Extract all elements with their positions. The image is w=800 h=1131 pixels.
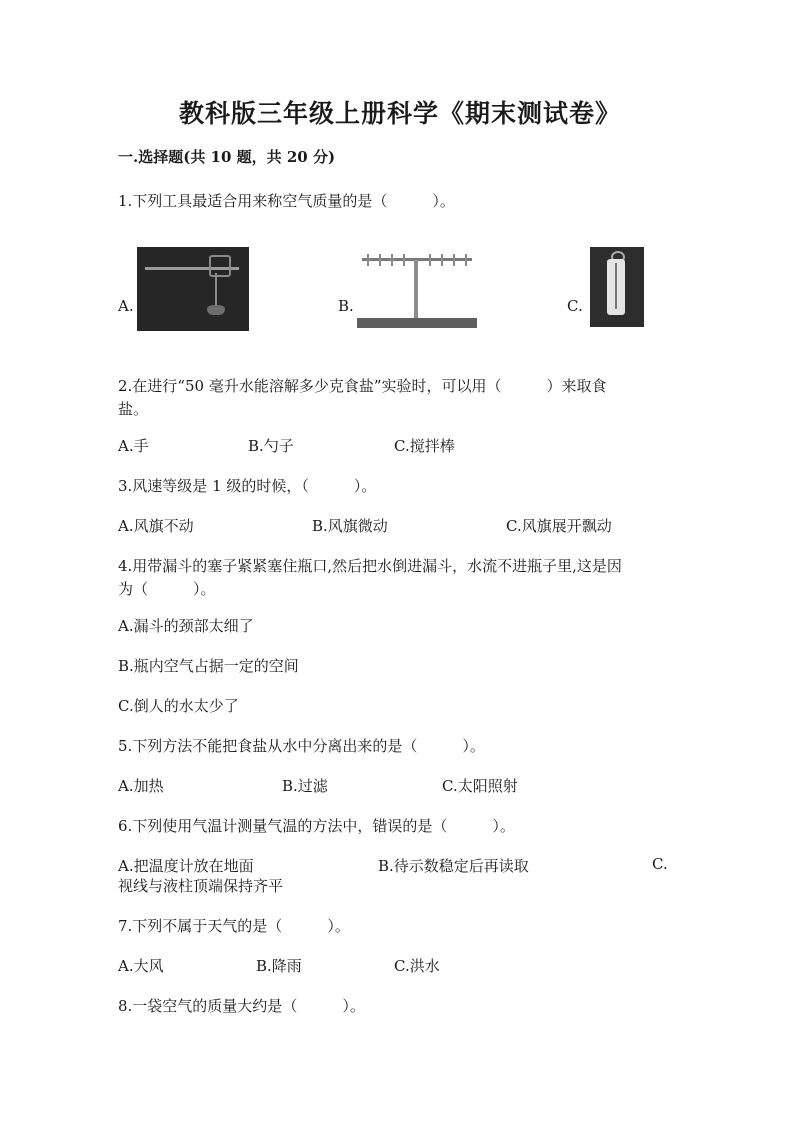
q7-option-b: B.降雨 [256,957,302,975]
question-7: 7.下列不属于天气的是（ ）。 [118,917,350,935]
spring-scale-image [590,247,644,327]
q6-option-c-text: 视线与液柱顶端保持齐平 [118,877,284,895]
q7-option-a: A.大风 [118,957,164,975]
page-title: 教科版三年级上册科学《期末测试卷》 [178,99,621,128]
question-6: 6.下列使用气温计测量气温的方法中，错误的是（ ）。 [118,817,515,835]
q4-option-a: A.漏斗的颈部太细了 [118,617,254,635]
lever-scale-image [137,247,249,331]
q2-option-a: A.手 [118,437,149,455]
q2-option-c: C.搅拌棒 [394,437,455,455]
q3-option-a: A.风旗不动 [118,517,194,535]
q4-option-b: B.瓶内空气占据一定的空间 [118,657,299,675]
q5-option-c: C.太阳照射 [442,777,518,795]
q2-option-b: B.勺子 [248,437,294,455]
question-4-line-1: 4.用带漏斗的塞子紧紧塞住瓶口,然后把水倒进漏斗，水流不进瓶子里,这是因 [118,557,622,575]
q1-option-a-label: A. [118,297,134,315]
q1-option-b-label: B. [338,297,354,315]
question-3: 3.风速等级是 1 级的时候，（ ）。 [118,477,377,495]
balance-scale-image [357,252,477,330]
question-2-line-1: 2.在进行“50 毫升水能溶解多少克食盐”实验时，可以用（ ）来取食 [118,377,607,395]
q7-option-c: C.洪水 [394,957,440,975]
q5-option-b: B.过滤 [282,777,328,795]
section-heading: 一.选择题(共 10 题，共 20 分) [118,148,336,166]
question-4-line-2: 为（ ）。 [118,580,216,598]
q6-option-a: A.把温度计放在地面 [118,857,254,875]
question-2-line-2: 盐。 [118,400,149,418]
q5-option-a: A.加热 [118,777,164,795]
question-8: 8.一袋空气的质量大约是（ ）。 [118,997,365,1015]
q4-option-c: C.倒人的水太少了 [118,697,239,715]
q6-option-c-label: C. [652,855,668,873]
q3-option-c: C.风旗展开飘动 [506,517,612,535]
question-5: 5.下列方法不能把食盐从水中分离出来的是（ ）。 [118,737,485,755]
q3-option-b: B.风旗微动 [312,517,388,535]
q1-option-c-label: C. [567,297,583,315]
question-1: 1.下列工具最适合用来称空气质量的是（ ）。 [118,192,455,210]
q6-option-b: B.待示数稳定后再读取 [378,857,529,875]
